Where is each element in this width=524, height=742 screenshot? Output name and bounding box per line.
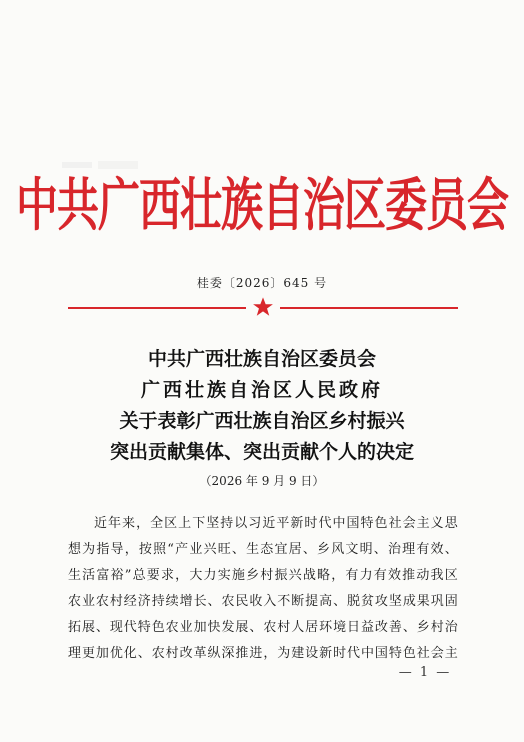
- body-text-line: 农业农村经济持续增长、农民收入不断提高、脱贫攻坚成果巩固: [68, 594, 458, 609]
- body-text-line: 生活富裕”总要求，大力实施乡村振兴战略，有力有效推动我区: [68, 568, 458, 583]
- document-date: （2026 年 9 月 9 日）: [199, 474, 325, 488]
- page-number: — 1 —: [398, 665, 452, 680]
- body-text-line: 拓展、现代特色农业加快发展、农村人居环境日益改善、乡村治: [68, 620, 458, 635]
- document-title-line: 突出贡献集体、突出贡献个人的决定: [109, 441, 414, 463]
- masthead-title: 中共广西壮族自治区委员会: [15, 172, 508, 239]
- body-text-line: 想为指导，按照“产业兴旺、生态宜居、乡风文明、治理有效、: [68, 542, 458, 557]
- red-separator-line-right: [280, 307, 458, 309]
- body-text-line: 近年来，全区上下坚持以习近平新时代中国特色社会主义思: [94, 516, 458, 531]
- document-number: 桂委〔2026〕645 号: [196, 276, 328, 290]
- document-title-line: 广西壮族自治区人民政府: [140, 379, 383, 401]
- body-text-line: 理更加优化、农村改革纵深推进，为建设新时代中国特色社会主: [68, 646, 458, 661]
- document-title-line: 中共广西壮族自治区委员会: [147, 348, 376, 370]
- red-separator-line-left: [68, 307, 246, 309]
- red-star-icon: [252, 296, 274, 318]
- document-title-line: 关于表彰广西壮族自治区乡村振兴: [119, 410, 405, 432]
